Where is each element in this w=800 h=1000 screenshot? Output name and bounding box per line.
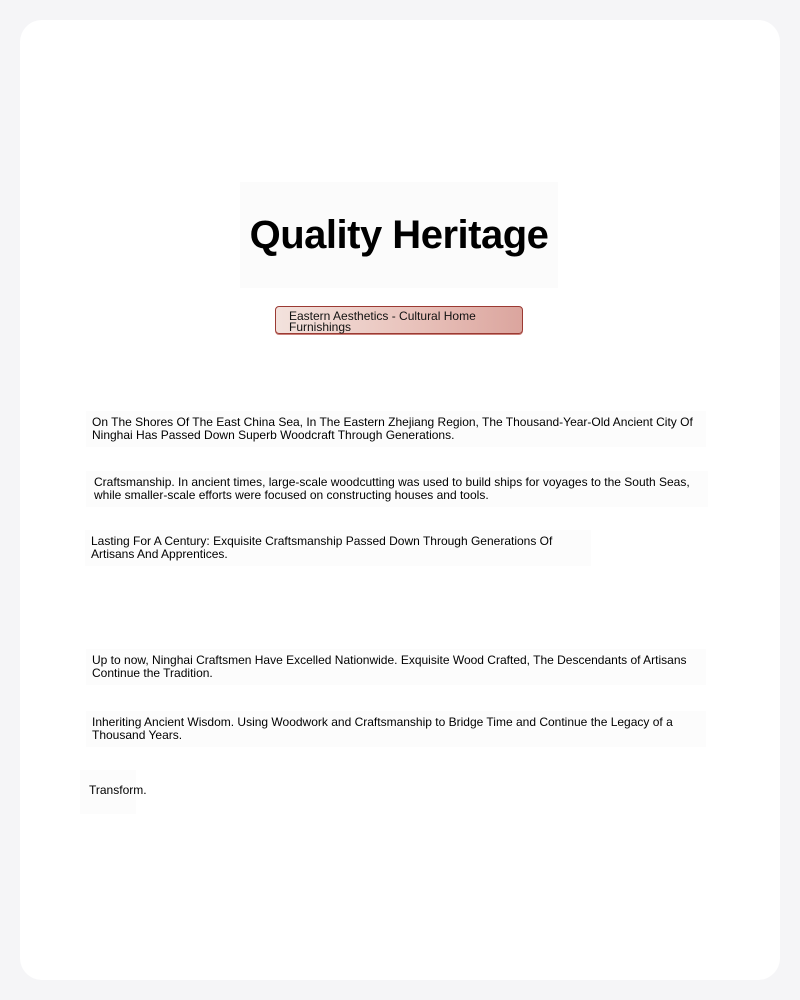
paragraph-lasting-century: Lasting For A Century: Exquisite Craftsmanship Passed Down Through Generations Of Artisans And Apprentices. (85, 530, 591, 566)
paragraph-ninghai-woodcraft: On The Shores Of The East China Sea, In The Eastern Zhejiang Region, The Thousand-Year-Old Ancient City Of Ninghai Has Passed Down Superb Woodcraft Through Generations. (86, 411, 706, 447)
paragraph-ancient-wisdom: Inheriting Ancient Wisdom. Using Woodwork and Craftsmanship to Bridge Time and Continue the Legacy of a Thousand Years. (86, 711, 706, 747)
title-container (240, 182, 558, 288)
tagline-badge: Eastern Aesthetics - Cultural Home Furnishings (275, 306, 523, 334)
paragraph-ninghai-craftsmen: Up to now, Ninghai Craftsmen Have Excelled Nationwide. Exquisite Wood Crafted, The Descendants of Artisans Continue the Tradition. (86, 649, 706, 685)
page-title: Quality Heritage (249, 213, 549, 257)
paragraph-transform: Transform. (80, 770, 136, 814)
paragraph-craftsmanship: Craftsmanship. In ancient times, large-scale woodcutting was used to build ships for voyages to the South Seas, while smaller-scale efforts were focused on constructing houses and tools. (86, 471, 708, 507)
